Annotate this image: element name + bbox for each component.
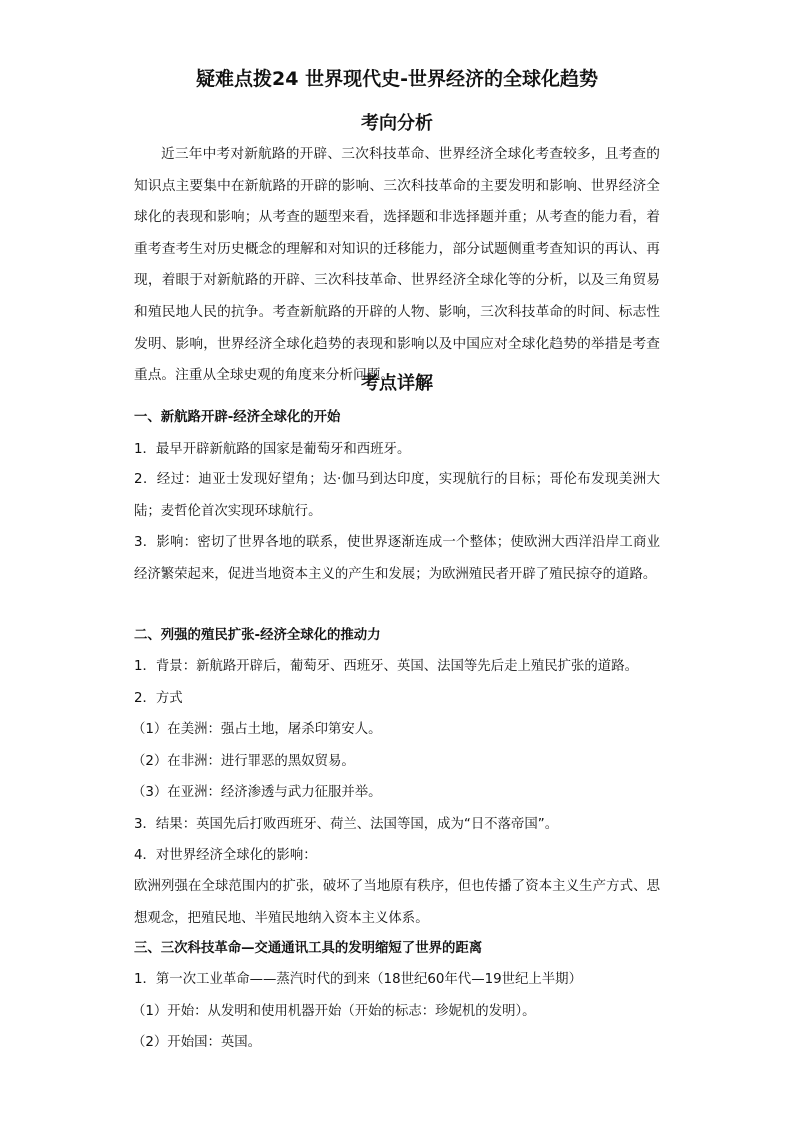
detail-heading: 考点详解 <box>361 373 433 394</box>
document-title: 疑难点拨24 世界现代史-世界经济的全球化趋势 <box>196 68 598 90</box>
analysis-heading: 考向分析 <box>361 113 433 134</box>
section2-item4: 4．对世界经济全球化的影响： <box>134 848 317 863</box>
section1-item2: 2．经过：迪亚士发现好望角；达·伽马到达印度，实现航行的目标；哥伦布发现美洲大陆；麦哲伦首次实现环球航行。 <box>134 472 660 519</box>
section2-sub3: （3）在亚洲：经济渗透与武力征服并举。 <box>132 785 382 800</box>
section2-sub1: （1）在美洲：强占土地，屠杀印第安人。 <box>132 722 382 737</box>
section2-item2: 2．方式 <box>134 691 183 706</box>
section3-heading: 三、三次科技革命—交通通讯工具的发明缩短了世界的距离 <box>134 941 483 956</box>
section2-item1: 1．背景：新航路开辟后，葡萄牙、西班牙、英国、法国等先后走上殖民扩张的道路。 <box>134 659 638 674</box>
section1-item3: 3．影响：密切了世界各地的联系，使世界逐渐连成一个整体；使欧洲大西洋沿岸工商业经济繁荣起来，促进当地资本主义的产生和发展；为欧洲殖民者开辟了殖民掠夺的道路。 <box>134 535 660 582</box>
section3-item1: 1．第一次工业革命——蒸汽时代的到来（18世纪60年代—19世纪上半期） <box>134 972 582 987</box>
section2-item4-text: 欧洲列强在全球范围内的扩张，破坏了当地原有秩序，但也传播了资本主义生产方式、思想观念，把殖民地、半殖民地纳入资本主义体系。 <box>134 879 660 926</box>
section1-heading: 一、新航路开辟-经济全球化的开始 <box>134 410 341 425</box>
section3-sub1: （1）开始：从发明和使用机器开始（开始的标志：珍妮机的发明）。 <box>132 1004 536 1019</box>
section1-item1: 1．最早开辟新航路的国家是葡萄牙和西班牙。 <box>134 442 411 457</box>
section2-heading: 二、列强的殖民扩张-经济全球化的推动力 <box>134 628 381 643</box>
analysis-paragraph: 近三年中考对新航路的开辟、三次科技革命、世界经济全球化考查较多，且考查的知识点主要集中在新航路的开辟的影响、三次科技革命的主要发明和影响、世界经济全球化的表现和影响；从考查的题型来看，选择题和非选择题并重；从考查的能力看，着重考查考生对历史概念的理解和对知识的迁移能力，部分试题侧重考查知识的再认、再现，着眼于对新航路的开辟、三次科技革命、世界经济全球化等的分析，以及三角贸易和殖民地人民的抗争。考查新航路的开辟的人物、影响，三次科技革命的时间、标志性发明、影响，世界经济全球化趋势的表现和影响以及中国应对全球化趋势的举措是考查重点。注重从全球史观的角度来分析问题。 <box>134 146 660 384</box>
section3-sub2: （2）开始国：英国。 <box>132 1035 262 1050</box>
section2-sub2: （2）在非洲：进行罪恶的黑奴贸易。 <box>132 754 355 769</box>
section2-item3: 3．结果：英国先后打败西班牙、荷兰、法国等国，成为“日不落帝国”。 <box>134 817 559 832</box>
